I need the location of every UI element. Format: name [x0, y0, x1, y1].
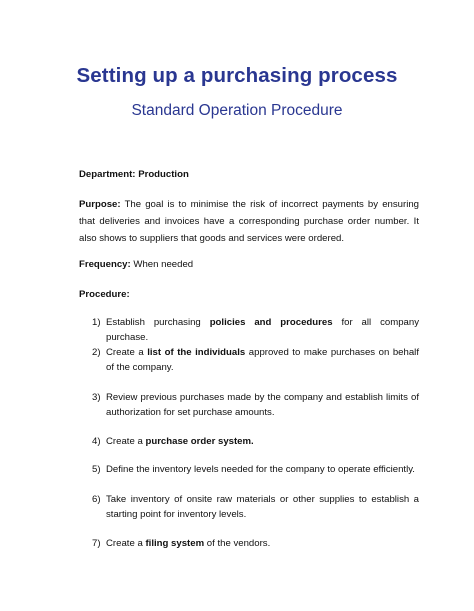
step-number: 7) — [92, 538, 101, 549]
procedure-step — [79, 492, 419, 523]
step-text: Define the inventory levels needed for the company to operate efficiently. — [106, 464, 415, 475]
document-title: Setting up a purchasing process — [76, 64, 398, 87]
step-text: Establish purchasing policies and procedures for all company purchase. — [106, 317, 419, 344]
step-text: Take inventory of onsite raw materials or other supplies to establish a starting point for inventory levels. — [106, 494, 419, 521]
department-value: Production — [138, 169, 189, 180]
step-number: 4) — [92, 436, 101, 447]
purpose-text: The goal is to minimise the risk of incorrect payments by ensuring that deliveries and invoices have a corresponding purchase order number. It also shows to suppliers that goods and services were ordered. — [79, 199, 419, 244]
step-text: Create a purchase order system. — [106, 436, 254, 447]
frequency-line — [79, 256, 419, 273]
purpose-paragraph — [79, 196, 419, 247]
step-text: Review previous purchases made by the company and establish limits of authorization for set purchase amounts. — [106, 392, 419, 419]
procedure-step — [79, 315, 419, 346]
frequency-value: When needed — [133, 259, 194, 270]
step-text: Create a filing system of the vendors. — [106, 538, 271, 549]
procedure-label: Procedure: — [79, 289, 130, 300]
department-label: Department: — [79, 169, 136, 180]
procedure-step — [79, 390, 419, 421]
document-subtitle: Standard Operation Procedure — [131, 102, 343, 119]
department-line — [79, 166, 419, 183]
frequency-label: Frequency: — [79, 259, 131, 270]
step-number: 1) — [92, 317, 101, 328]
purpose-label: Purpose: — [79, 199, 121, 210]
step-number: 3) — [92, 392, 101, 403]
step-text: Create a list of the individuals approved to make purchases on behalf of the company. — [106, 347, 419, 374]
procedure-step — [79, 434, 419, 449]
step-number: 2) — [92, 347, 101, 358]
procedure-step — [79, 462, 419, 477]
step-number: 5) — [92, 464, 101, 475]
procedure-step — [79, 345, 419, 376]
step-number: 6) — [92, 494, 101, 505]
procedure-heading — [79, 286, 419, 303]
procedure-step — [79, 536, 419, 551]
